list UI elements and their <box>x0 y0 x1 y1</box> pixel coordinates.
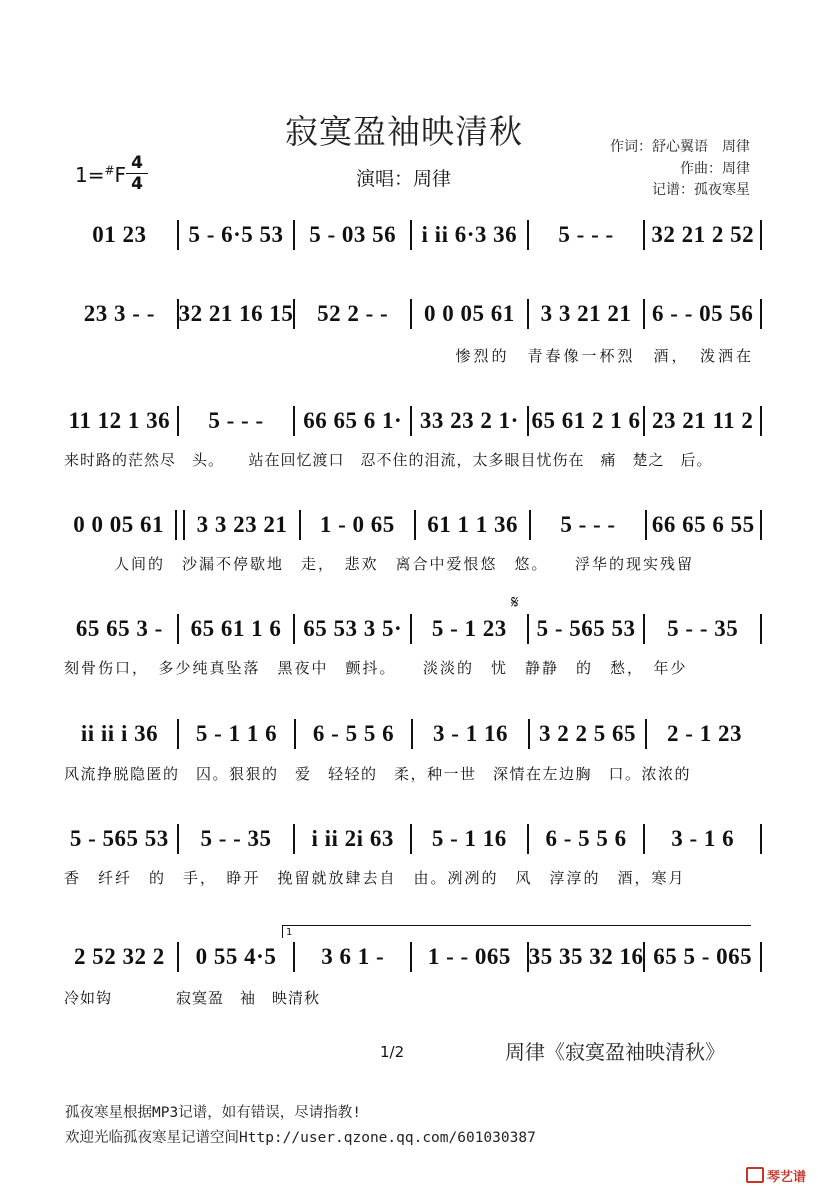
key-signature <box>75 163 126 187</box>
measure: i ii 6·3 36 <box>421 222 518 247</box>
measure: 0 55 4·5 <box>195 944 277 969</box>
song-title: 寂寞盈袖映清秋 <box>285 112 523 151</box>
measure: 5 - - 35 <box>667 616 739 641</box>
measure: 66 65 6 55 <box>651 512 755 537</box>
composer-credit: 作曲：周律 <box>680 161 750 177</box>
measure: 3 3 21 21 <box>540 301 632 326</box>
measure: 5 - 1 16 <box>431 826 507 851</box>
barline <box>760 510 762 540</box>
staff-row <box>62 293 762 335</box>
measure: 5 - 565 53 <box>69 826 169 851</box>
measure: 11 12 1 36 <box>68 408 171 433</box>
lyric-line: 人间的 沙漏不停歇地 走， 悲欢 离合中爱恨悠 悠。 浮华的现实残留 <box>114 555 695 573</box>
barline <box>760 299 762 329</box>
barline <box>760 406 762 436</box>
site-logo <box>746 1166 806 1185</box>
staff-row <box>62 713 762 755</box>
measure: 65 5 - 065 <box>653 944 753 969</box>
measure: 5 - 6·5 53 <box>188 222 284 247</box>
measure: 5 - - - <box>208 408 264 433</box>
staff-row <box>62 400 762 442</box>
ending-number: 1 <box>286 927 293 938</box>
measure: 5 - 1 1 6 <box>195 721 278 746</box>
staff-row <box>62 608 762 650</box>
repeat-start-barline <box>175 510 185 540</box>
measure: 5 - 03 56 <box>309 222 397 247</box>
staff-row <box>62 936 762 978</box>
measure: 66 65 6 1· <box>303 408 403 433</box>
measure: i ii 2i 63 <box>311 826 394 851</box>
lyric-line: 刻骨伤口， 多少纯真坠落 黑夜中 颤抖。 淡淡的 忧 静静 的 愁， 年少 <box>64 659 688 677</box>
lyric-line: 来时路的茫然尽 头。 站在回忆渡口 忍不住的泪流，太多眼目忧伤在 痛 楚之 后。 <box>64 451 713 469</box>
singer-credit: 演唱：周律 <box>356 168 452 190</box>
measure: 65 61 1 6 <box>190 616 282 641</box>
barline <box>760 220 762 250</box>
logo-text: 琴艺谱 <box>766 1170 806 1185</box>
page-number: 1/2 <box>380 1043 405 1061</box>
staff-row <box>62 214 762 256</box>
barline <box>760 614 762 644</box>
staff-row <box>62 504 762 546</box>
key-note: F <box>114 163 127 187</box>
measure: 33 23 2 1· <box>419 408 519 433</box>
measure: 23 3 - - <box>83 301 155 326</box>
measure: 6 - - 05 56 <box>652 301 754 326</box>
staff-row <box>62 818 762 860</box>
measure: 6 - 5 5 6 <box>545 826 627 851</box>
measure: 1 - - 065 <box>427 944 511 969</box>
measure: 2 - 1 23 <box>667 721 742 746</box>
time-numerator: 4 <box>131 153 143 173</box>
barline <box>760 942 762 972</box>
lyricist-credit: 作词：舒心翼语 周律 <box>610 139 750 155</box>
lyric-line: 冷如钩 寂寞盈 袖 映清秋 <box>64 989 321 1007</box>
segno-sign: 𝄋 <box>511 592 519 613</box>
measure: 1 - 0 65 <box>319 512 395 537</box>
time-signature <box>126 154 148 193</box>
measure: 0 0 05 61 <box>73 512 165 537</box>
measure: 5 - - - <box>558 222 614 247</box>
measure: 32 21 2 52 <box>651 222 755 247</box>
measure: 5 - 1 23 <box>431 616 507 641</box>
transcriber-credit: 记谱：孤夜寒星 <box>652 182 750 198</box>
measure: 5 - - - <box>560 512 616 537</box>
lyric-line: 惨烈的 青春像一杯烈 酒， 泼洒在 <box>455 347 754 365</box>
measure: 61 1 1 36 <box>427 512 519 537</box>
footer-song-reference: 周律《寂寞盈袖映清秋》 <box>505 1040 725 1064</box>
lyric-line: 风流挣脱隐匿的 囚。狠狠的 爱 轻轻的 柔，种一世 深情在左边胸 口。浓浓的 <box>64 765 692 783</box>
measure: 52 2 - - <box>317 301 389 326</box>
measure: 6 - 5 5 6 <box>312 721 395 746</box>
measure: 0 0 05 61 <box>423 301 515 326</box>
measure: 65 53 3 5· <box>303 616 403 641</box>
measure: 3 6 1 - <box>321 944 385 969</box>
measure: 65 65 3 - <box>75 616 163 641</box>
measure: ii ii i 36 <box>80 721 159 746</box>
measure: 5 - 565 53 <box>536 616 636 641</box>
measure: 3 - 1 16 <box>433 721 508 746</box>
measure: 23 21 11 2 <box>651 408 754 433</box>
sharp-sign: # <box>104 163 115 178</box>
measure: 01 23 <box>92 222 147 247</box>
logo-icon <box>746 1167 764 1183</box>
measure: 3 2 2 5 65 <box>539 721 636 746</box>
measure: 3 3 23 21 <box>196 512 288 537</box>
barline <box>760 824 762 854</box>
measure: 5 - - 35 <box>200 826 272 851</box>
website-note: 欢迎光临孤夜寒星记谱空间Http://user.qzone.qq.com/601030387 <box>65 1130 536 1146</box>
lyric-line: 香 纤纤 的 手， 睁开 挽留就放肆去自 由。冽冽的 风 淳淳的 酒，寒月 <box>64 869 686 887</box>
measure: 3 - 1 6 <box>671 826 735 851</box>
measure: 2 52 32 2 <box>73 944 165 969</box>
measure: 65 61 2 1 6 <box>531 408 641 433</box>
transcriber-note: 孤夜寒星根据MP3记谱，如有错误，尽请指教! <box>65 1105 361 1121</box>
key-label: 1= <box>75 163 105 187</box>
measure: 32 21 16 15 <box>178 301 294 326</box>
time-denominator: 4 <box>131 174 143 194</box>
measure: 35 35 32 16 <box>528 944 644 969</box>
